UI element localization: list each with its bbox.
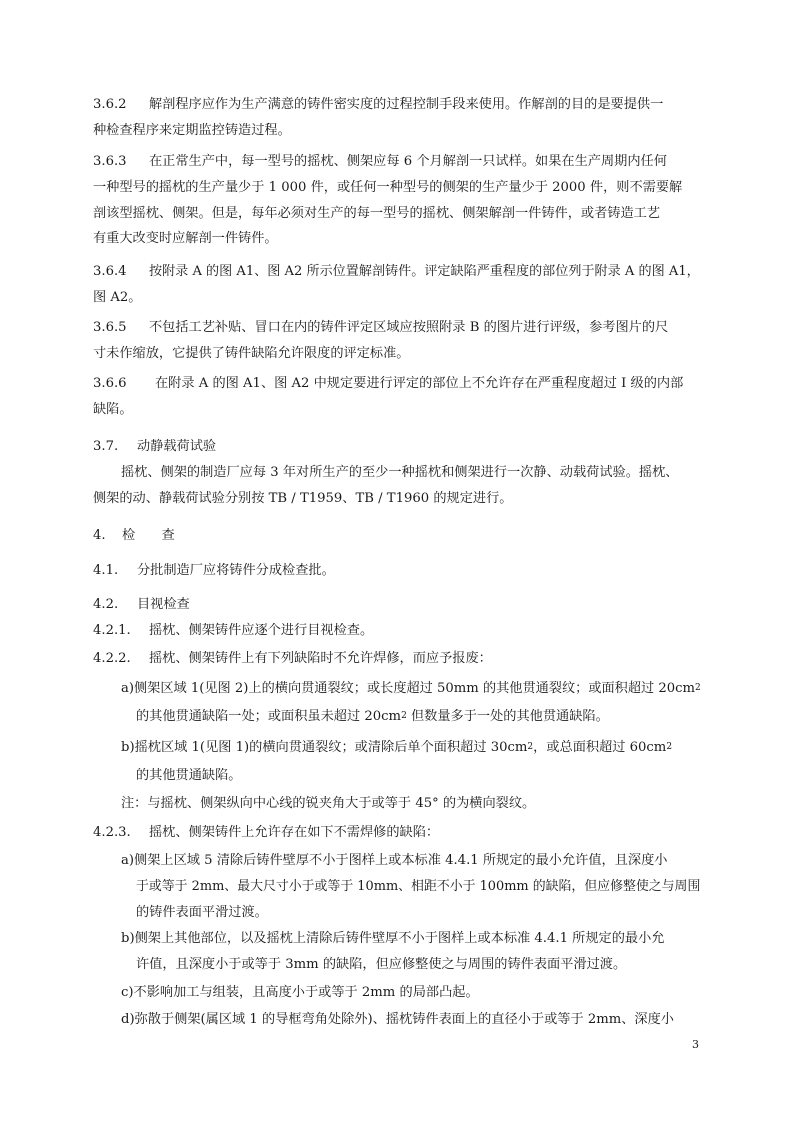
text-line: 按附录 A 的图 A1、图 A2 所示位置解剖铸件。评定缺陷严重程度的部位列于附录 A 的图 A1， [149,264,700,279]
clause-number: 3.6.2 [93,97,127,112]
text-line: 摇枕、侧架铸件上有下列缺陷时不允许焊修，而应予报废： [149,651,492,666]
clause-number: 4.2.2. [93,651,131,666]
clause-number: 4.2.1. [93,623,131,638]
clause-number: 3.6.5 [93,320,127,335]
list-item: 的铸件表面平滑过渡。 [136,905,268,920]
text-line: 摇枕、侧架铸件上允许存在如下不需焊修的缺陷： [149,825,440,840]
text-line: 分批制造厂应将铸件分成检查批。 [137,563,335,578]
text-line: 在正常生产中，每一型号的摇枕、侧架应每 6 个月解剖一只试样。如果在生产周期内任何 [149,154,667,169]
clause-number: 3.6.4 [93,264,127,279]
clause-number: 3.7. [93,439,119,454]
clause-number: 4.1. [93,563,119,578]
list-item: a)侧架上区域 5 清除后铸件壁厚不小于图样上或本标准 4.4.1 所规定的最小允许值，且深度小 [121,853,668,868]
text-line: 有重大改变时应解剖一件铸件。 [93,231,278,246]
list-item: 的其他贯通缺陷一处；或面积虽未超过 $20cm^2$ 但数量多于一处的其他贯通缺陷。 [136,709,609,724]
clause-number: 4. [93,528,106,543]
list-item: 许值，且深度小于或等于 3mm 的缺陷，但应修整使之与周围的铸件表面平滑过渡。 [136,957,627,972]
text-line: 种检查程序来定期监控铸造过程。 [93,123,291,138]
text-line: 侧架的动、静载荷试验分别按 TB / T1959、TB / T1960 的规定进行。 [93,491,513,506]
text-line: 摇枕、侧架铸件应逐个进行目视检查。 [149,623,374,638]
clause-number: 4.2. [93,597,119,612]
superscript: 2 [401,711,407,721]
list-item: c)不影响加工与组装，且高度小于或等于 2mm 的局部凸起。 [121,985,479,1000]
text-line: 缺陷。 [93,402,133,417]
superscript: 2 [666,742,673,752]
text-line: 一种型号的摇枕的生产量少于 1 000 件，或任何一种型号的侧架的生产量少于 2000 件，则不需要解 [93,180,683,195]
text-line: 图 A2。 [93,290,142,305]
clause-number: 3.6.6 [93,376,127,391]
text-line: 剖该型摇枕、侧架。但是，每年必须对生产的每一型号的摇枕、侧架解剖一件铸件，或者铸造工艺 [93,206,661,221]
page-number: 3 [692,1038,699,1051]
section-heading: 目视检查 [137,597,190,612]
clause-number: 3.6.3 [93,154,127,169]
text-line: 解剖程序应作为生产满意的铸件密实度的过程控制手段来使用。作解剖的目的是要提供一 [149,97,664,112]
text-line: 在附录 A 的图 A1、图 A2 中规定要进行评定的部位上不允许存在严重程度超过 I 级的内部 [155,376,684,391]
list-item: b)侧架上其他部位，以及摇枕上清除后铸件壁厚不小于图样上或本标准 4.4.1 所规定的最小允 [121,931,665,946]
superscript: 2 [695,683,701,693]
section-heading: 检 查 [122,528,175,543]
list-item: d)弥散于侧架(属区域 1 的导框弯角处除外)、摇枕铸件表面上的直径小于或等于 2mm、深度小 [121,1012,674,1027]
section-heading: 动静载荷试验 [137,439,217,454]
text-line: 不包括工艺补贴、冒口在内的铸件评定区域应按照附录 B 的图片进行评级，参考图片的尺 [149,320,669,335]
list-item: b)摇枕区域 1(见图 1)的横向贯通裂纹；或清除后单个面积超过 $30cm^2$，或总面积超过 $60cm^2$ [121,740,673,755]
list-item: 的其他贯通缺陷。 [136,768,242,783]
clause-number: 4.2.3. [93,825,131,840]
list-item: 于或等于 2mm、最大尺寸小于或等于 10mm、相距不小于 100mm 的缺陷，但应修整使之与周围 [136,879,701,894]
text-line: 寸未作缩放，它提供了铸件缺陷允许限度的评定标准。 [93,346,410,361]
text-line: 摇枕、侧架的制造厂应每 3 年对所生产的至少一种摇枕和侧架进行一次静、动载荷试验。摇枕、 [121,465,679,480]
note: 注：与摇枕、侧架纵向中心线的锐夹角大于或等于 45° 的为横向裂纹。 [121,796,536,811]
superscript: 2 [527,742,534,752]
list-item: a)侧架区域 1(见图 2)上的横向贯通裂纹；或长度超过 50mm 的其他贯通裂纹；或面积超过 $20cm^2$ [121,681,701,696]
